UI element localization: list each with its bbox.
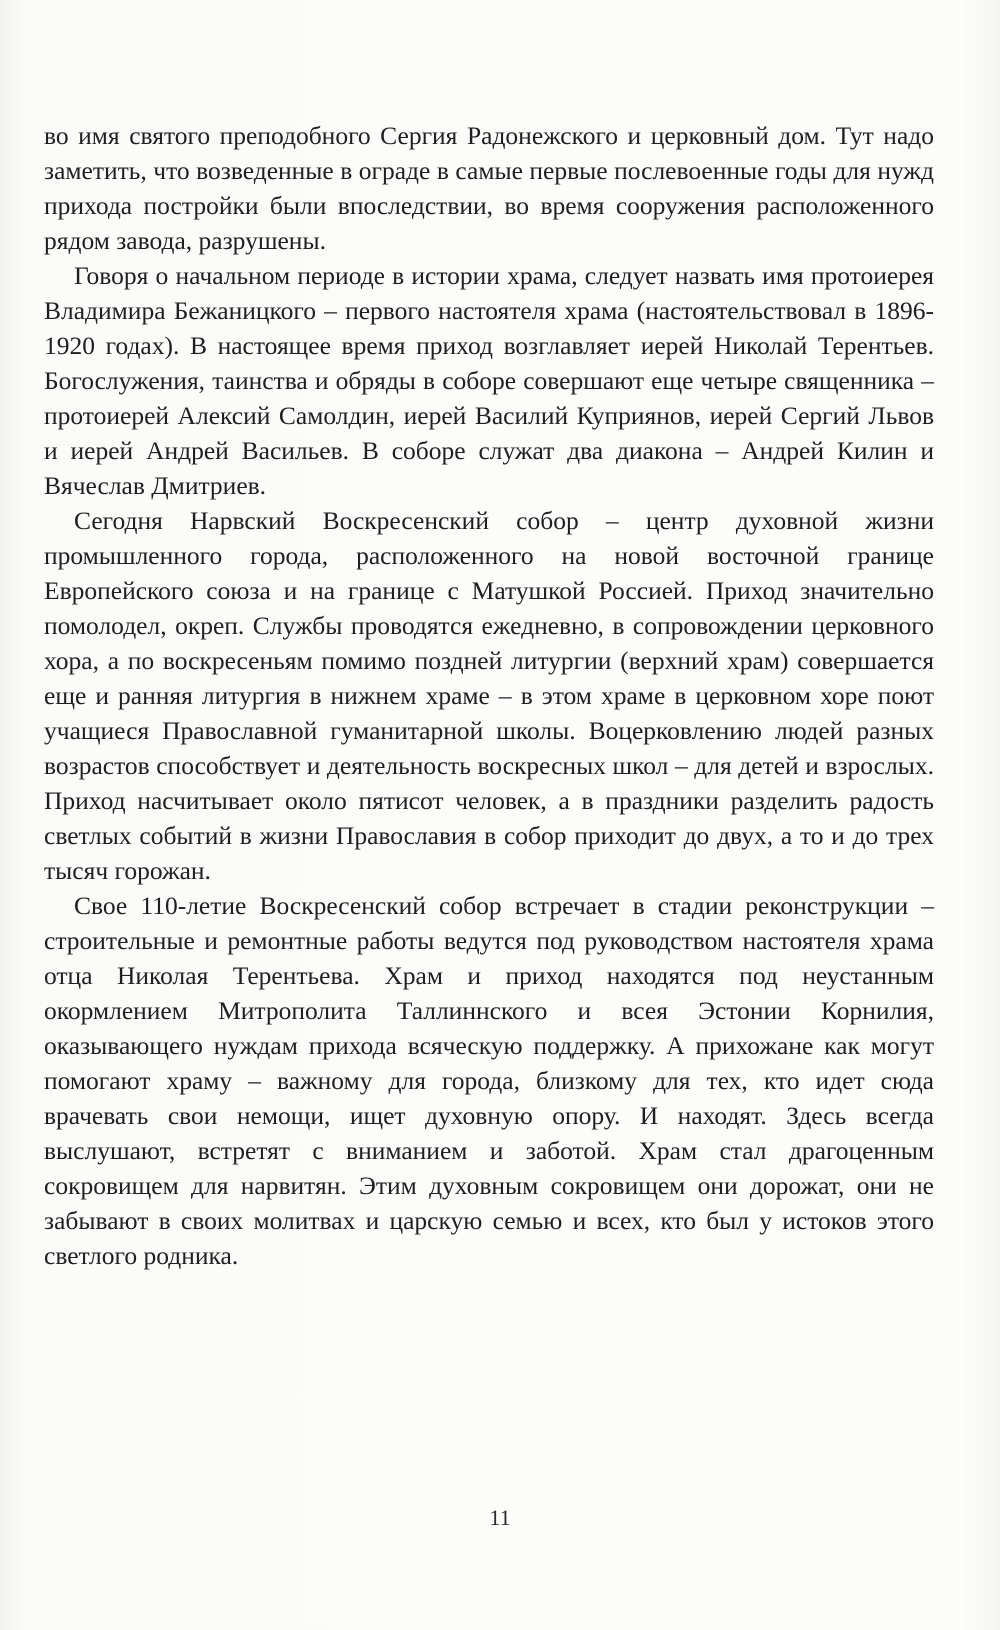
page-number: 11 bbox=[489, 1505, 511, 1530]
paragraph-cathedral-today: Сегодня Нарвский Воскресенский собор – центр духовной жизни промышленного города, расположенного на новой восточной границе Европейского союза и на границе с Матушкой Россией. Приход значительно помолодел, окреп. Службы проводятся ежедневно, в сопровождении церковного хора, а по воскресеньям помимо поздней литургии (верхний храм) совершается еще и ранняя литургия в нижнем храме – в этом храме в церковном хоре поют учащиеся Православной гуманитарной школы. Воцерковлению людей разных возрастов способствует и деятельность воскресных школ – для детей и взрослых. Приход насчитывает около пятисот человек, а в праздники разделить радость светлых событий в жизни Православия в собор приходит до двух, а то и до трех тысяч горожан. bbox=[44, 506, 934, 885]
paragraph-continuation: во имя святого преподобного Сергия Радонежского и церковный дом. Тут надо заметить, что возведенные в ограде в самые первые послевоенные годы для нужд прихода постройки были впоследствии, во время сооружения расположенного рядом завода, разрушены. bbox=[44, 121, 934, 255]
paragraph-anniversary: Свое 110-летие Воскресенский собор встречает в стадии реконструкции – строительные и ремонтные работы ведутся под руководством настоятеля храма отца Николая Терентьева. Храм и приход находятся под неустанным окормлением Митрополита Таллиннского и всея Эстонии Корнилия, оказывающего нуждам прихода всяческую поддержку. А прихожане как могут помогают храму – важному для города, близкому для тех, кто идет сюда врачевать свои немощи, ищет духовную опору. И находят. Здесь всегда выслушают, встретят с вниманием и заботой. Храм стал драгоценным сокровищем для нарвитян. Этим духовным сокровищем они дорожат, они не забывают в своих молитвах и царскую семью и всех, кто был у истоков этого светлого родника. bbox=[44, 891, 934, 1270]
paragraph-first-rector: Говоря о начальном периоде в истории храма, следует назвать имя протоиерея Владимира Бежаницкого – первого настоятеля храма (настоятельствовал в 1896-1920 годах). В настоящее время приход возглавляет иерей Николай Терентьев. Богослужения, таинства и обряды в соборе совершают еще четыре священника – протоиерей Алексий Самолдин, иерей Василий Куприянов, иерей Сергий Львов и иерей Андрей Васильев. В соборе служат два диакона – Андрей Килин и Вячеслав Дмитриев. bbox=[44, 261, 934, 500]
body-text bbox=[44, 118, 934, 1273]
